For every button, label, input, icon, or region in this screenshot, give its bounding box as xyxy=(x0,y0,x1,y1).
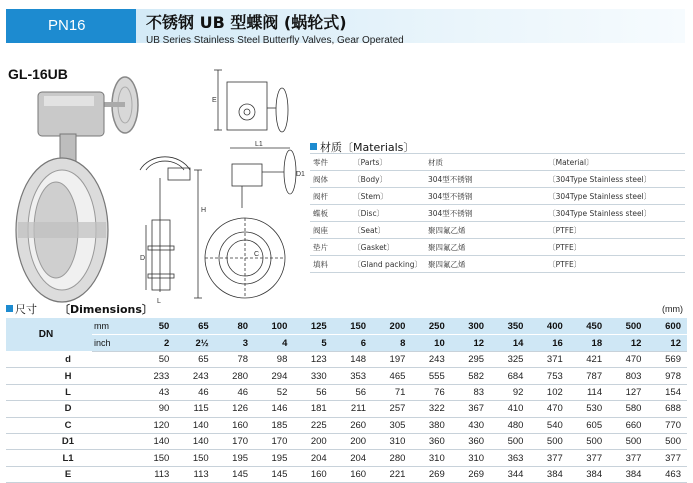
page-subtitle: UB Series Stainless Steel Butterfly Valves, Gear Operated xyxy=(146,35,404,46)
value-cell: 56 xyxy=(333,384,372,400)
dn-inch-cell: 8 xyxy=(372,335,411,352)
value-cell: 200 xyxy=(293,433,332,449)
value-cell: 71 xyxy=(372,384,411,400)
value-cell: 371 xyxy=(529,352,568,368)
header-row-inch xyxy=(6,335,687,352)
value-cell: 90 xyxy=(136,401,175,417)
value-cell: 123 xyxy=(293,352,332,368)
value-cell: 384 xyxy=(569,466,608,482)
value-cell: 569 xyxy=(647,352,687,368)
row-label: d xyxy=(6,352,136,368)
value-cell: 120 xyxy=(136,417,175,433)
value-cell: 113 xyxy=(136,466,175,482)
value-cell: 200 xyxy=(333,433,372,449)
mm-unit-header: mm xyxy=(92,318,136,335)
value-cell: 305 xyxy=(372,417,411,433)
table-row xyxy=(6,466,687,482)
value-cell: 310 xyxy=(372,433,411,449)
value-cell: 582 xyxy=(451,368,490,384)
dn-inch-cell: 5 xyxy=(293,335,332,352)
material-en: 〔304Type Stainless steel〕 xyxy=(545,205,685,222)
value-cell: 367 xyxy=(451,401,490,417)
material-cn: 聚四氟乙烯 xyxy=(425,222,545,239)
dn-mm-cell: 125 xyxy=(293,318,332,335)
value-cell: 463 xyxy=(647,466,687,482)
materials-row xyxy=(310,239,685,256)
value-cell: 65 xyxy=(175,352,214,368)
value-cell: 195 xyxy=(254,450,293,466)
value-cell: 243 xyxy=(411,352,450,368)
value-cell: 257 xyxy=(372,401,411,417)
dn-mm-cell: 500 xyxy=(608,318,647,335)
value-cell: 803 xyxy=(608,368,647,384)
material-cn: 聚四氟乙烯 xyxy=(425,239,545,256)
value-cell: 92 xyxy=(490,384,529,400)
label-c: C xyxy=(254,251,260,258)
dn-mm-cell: 100 xyxy=(254,318,293,335)
page-title: 不锈钢 UB 型蝶阀 (蜗轮式) xyxy=(146,13,347,32)
dn-mm-cell: 600 xyxy=(647,318,687,335)
dn-inch-cell: 12 xyxy=(647,335,687,352)
value-cell: 500 xyxy=(647,433,687,449)
value-cell: 260 xyxy=(333,417,372,433)
value-cell: 310 xyxy=(451,450,490,466)
value-cell: 500 xyxy=(608,433,647,449)
dimensions-heading-en: 〔Dimensions〕 xyxy=(59,303,153,316)
part-en: 〔Gland packing〕 xyxy=(350,256,425,273)
value-cell: 43 xyxy=(136,384,175,400)
part-en: 〔Stem〕 xyxy=(350,188,425,205)
value-cell: 126 xyxy=(215,401,254,417)
value-cell: 384 xyxy=(529,466,568,482)
material-en: 〔304Type Stainless steel〕 xyxy=(545,188,685,205)
value-cell: 380 xyxy=(411,417,450,433)
dn-mm-cell: 80 xyxy=(215,318,254,335)
part-cn: 阀座 xyxy=(310,222,350,239)
value-cell: 102 xyxy=(529,384,568,400)
part-en: 〔Gasket〕 xyxy=(350,239,425,256)
value-cell: 195 xyxy=(215,450,254,466)
material-cn: 材质 xyxy=(425,154,545,171)
dn-inch-cell: 2½ xyxy=(175,335,214,352)
materials-row xyxy=(310,154,685,171)
value-cell: 160 xyxy=(215,417,254,433)
dn-inch-cell: 16 xyxy=(529,335,568,352)
value-cell: 360 xyxy=(451,433,490,449)
value-cell: 146 xyxy=(254,401,293,417)
value-cell: 330 xyxy=(293,368,332,384)
value-cell: 580 xyxy=(608,401,647,417)
front-view-drawing xyxy=(205,70,296,298)
material-en: 〔PTFE〕 xyxy=(545,222,685,239)
value-cell: 753 xyxy=(529,368,568,384)
value-cell: 83 xyxy=(451,384,490,400)
value-cell: 145 xyxy=(215,466,254,482)
model-number: GL-16UB xyxy=(8,66,68,82)
dn-inch-cell: 12 xyxy=(608,335,647,352)
value-cell: 181 xyxy=(293,401,332,417)
dimensions-heading-cn: 尺寸 xyxy=(15,303,37,316)
dn-mm-cell: 50 xyxy=(136,318,175,335)
value-cell: 197 xyxy=(372,352,411,368)
value-cell: 500 xyxy=(490,433,529,449)
value-cell: 211 xyxy=(333,401,372,417)
value-cell: 360 xyxy=(411,433,450,449)
table-row xyxy=(6,368,687,384)
value-cell: 114 xyxy=(569,384,608,400)
part-cn: 阀杆 xyxy=(310,188,350,205)
bullet-square-icon xyxy=(6,305,13,312)
value-cell: 430 xyxy=(451,417,490,433)
value-cell: 787 xyxy=(569,368,608,384)
materials-table xyxy=(310,153,685,273)
value-cell: 344 xyxy=(490,466,529,482)
value-cell: 540 xyxy=(529,417,568,433)
part-cn: 填料 xyxy=(310,256,350,273)
value-cell: 421 xyxy=(569,352,608,368)
value-cell: 160 xyxy=(333,466,372,482)
valve-photo xyxy=(16,77,138,302)
label-l: L xyxy=(157,298,161,305)
row-label: C xyxy=(6,417,136,433)
part-en: 〔Disc〕 xyxy=(350,205,425,222)
value-cell: 185 xyxy=(254,417,293,433)
value-cell: 470 xyxy=(608,352,647,368)
value-cell: 225 xyxy=(293,417,332,433)
dn-inch-cell: 18 xyxy=(569,335,608,352)
value-cell: 295 xyxy=(451,352,490,368)
value-cell: 204 xyxy=(293,450,332,466)
materials-row xyxy=(310,188,685,205)
value-cell: 280 xyxy=(215,368,254,384)
part-cn: 蝶板 xyxy=(310,205,350,222)
value-cell: 160 xyxy=(293,466,332,482)
label-h: H xyxy=(201,207,207,214)
header-row-mm xyxy=(6,318,687,335)
dn-inch-cell: 6 xyxy=(333,335,372,352)
label-e: E xyxy=(212,97,217,104)
value-cell: 204 xyxy=(333,450,372,466)
row-label: H xyxy=(6,368,136,384)
dn-mm-cell: 350 xyxy=(490,318,529,335)
dn-mm-cell: 250 xyxy=(411,318,450,335)
value-cell: 310 xyxy=(411,450,450,466)
value-cell: 150 xyxy=(136,450,175,466)
valve-drawings xyxy=(0,60,305,310)
table-row xyxy=(6,450,687,466)
value-cell: 530 xyxy=(569,401,608,417)
value-cell: 555 xyxy=(411,368,450,384)
materials-row xyxy=(310,222,685,239)
value-cell: 322 xyxy=(411,401,450,417)
value-cell: 56 xyxy=(293,384,332,400)
label-d1: D1 xyxy=(296,171,305,178)
bullet-square-icon xyxy=(310,143,317,150)
materials-row xyxy=(310,256,685,273)
value-cell: 325 xyxy=(490,352,529,368)
dn-header: DN xyxy=(6,318,92,352)
value-cell: 150 xyxy=(175,450,214,466)
value-cell: 113 xyxy=(175,466,214,482)
dn-mm-cell: 400 xyxy=(529,318,568,335)
value-cell: 127 xyxy=(608,384,647,400)
inch-unit-header: inch xyxy=(92,335,136,352)
value-cell: 500 xyxy=(569,433,608,449)
value-cell: 410 xyxy=(490,401,529,417)
table-row xyxy=(6,352,687,368)
material-en: 〔PTFE〕 xyxy=(545,256,685,273)
value-cell: 363 xyxy=(490,450,529,466)
label-l1: L1 xyxy=(255,141,263,148)
value-cell: 377 xyxy=(647,450,687,466)
dn-inch-cell: 2 xyxy=(136,335,175,352)
value-cell: 280 xyxy=(372,450,411,466)
value-cell: 978 xyxy=(647,368,687,384)
material-cn: 304型不锈钢 xyxy=(425,205,545,222)
value-cell: 140 xyxy=(136,433,175,449)
part-en: 〔Seat〕 xyxy=(350,222,425,239)
materials-heading-cn: 材质 xyxy=(320,141,342,154)
row-label: D xyxy=(6,401,136,417)
value-cell: 145 xyxy=(254,466,293,482)
material-cn: 304型不锈钢 xyxy=(425,188,545,205)
table-row xyxy=(6,433,687,449)
value-cell: 480 xyxy=(490,417,529,433)
part-en: 〔Parts〕 xyxy=(350,154,425,171)
row-label: D1 xyxy=(6,433,136,449)
part-cn: 零件 xyxy=(310,154,350,171)
value-cell: 98 xyxy=(254,352,293,368)
table-row xyxy=(6,384,687,400)
dn-mm-cell: 150 xyxy=(333,318,372,335)
value-cell: 233 xyxy=(136,368,175,384)
value-cell: 76 xyxy=(411,384,450,400)
part-en: 〔Body〕 xyxy=(350,171,425,188)
materials-row xyxy=(310,205,685,222)
value-cell: 269 xyxy=(451,466,490,482)
row-label: L xyxy=(6,384,136,400)
label-d: D xyxy=(140,255,146,262)
value-cell: 170 xyxy=(254,433,293,449)
dn-inch-cell: 10 xyxy=(411,335,450,352)
value-cell: 294 xyxy=(254,368,293,384)
table-row xyxy=(6,417,687,433)
dn-mm-cell: 65 xyxy=(175,318,214,335)
value-cell: 221 xyxy=(372,466,411,482)
dn-inch-cell: 3 xyxy=(215,335,254,352)
value-cell: 353 xyxy=(333,368,372,384)
value-cell: 688 xyxy=(647,401,687,417)
value-cell: 377 xyxy=(529,450,568,466)
value-cell: 154 xyxy=(647,384,687,400)
dn-mm-cell: 450 xyxy=(569,318,608,335)
value-cell: 684 xyxy=(490,368,529,384)
value-cell: 170 xyxy=(215,433,254,449)
value-cell: 52 xyxy=(254,384,293,400)
row-label: L1 xyxy=(6,450,136,466)
material-en: 〔304Type Stainless steel〕 xyxy=(545,171,685,188)
value-cell: 660 xyxy=(608,417,647,433)
value-cell: 770 xyxy=(647,417,687,433)
value-cell: 46 xyxy=(215,384,254,400)
material-en: 〔Material〕 xyxy=(545,154,685,171)
value-cell: 243 xyxy=(175,368,214,384)
material-en: 〔PTFE〕 xyxy=(545,239,685,256)
value-cell: 46 xyxy=(175,384,214,400)
value-cell: 140 xyxy=(175,433,214,449)
value-cell: 148 xyxy=(333,352,372,368)
materials-row xyxy=(310,171,685,188)
dn-mm-cell: 200 xyxy=(372,318,411,335)
unit-label: (mm) xyxy=(662,304,683,314)
materials-heading-en: 〔Materials〕 xyxy=(342,141,415,154)
value-cell: 78 xyxy=(215,352,254,368)
dn-inch-cell: 4 xyxy=(254,335,293,352)
value-cell: 500 xyxy=(529,433,568,449)
dimensions-heading xyxy=(6,301,153,317)
value-cell: 377 xyxy=(608,450,647,466)
material-cn: 聚四氟乙烯 xyxy=(425,256,545,273)
value-cell: 140 xyxy=(175,417,214,433)
row-label: E xyxy=(6,466,136,482)
value-cell: 605 xyxy=(569,417,608,433)
value-cell: 470 xyxy=(529,401,568,417)
value-cell: 115 xyxy=(175,401,214,417)
value-cell: 377 xyxy=(569,450,608,466)
part-cn: 阀体 xyxy=(310,171,350,188)
part-cn: 垫片 xyxy=(310,239,350,256)
dn-mm-cell: 300 xyxy=(451,318,490,335)
dn-inch-cell: 12 xyxy=(451,335,490,352)
value-cell: 465 xyxy=(372,368,411,384)
dimensions-table xyxy=(6,318,687,483)
pressure-badge: PN16 xyxy=(6,9,136,43)
value-cell: 50 xyxy=(136,352,175,368)
value-cell: 269 xyxy=(411,466,450,482)
dn-inch-cell: 14 xyxy=(490,335,529,352)
side-view-drawing xyxy=(140,157,202,298)
value-cell: 384 xyxy=(608,466,647,482)
material-cn: 304型不锈钢 xyxy=(425,171,545,188)
table-row xyxy=(6,401,687,417)
